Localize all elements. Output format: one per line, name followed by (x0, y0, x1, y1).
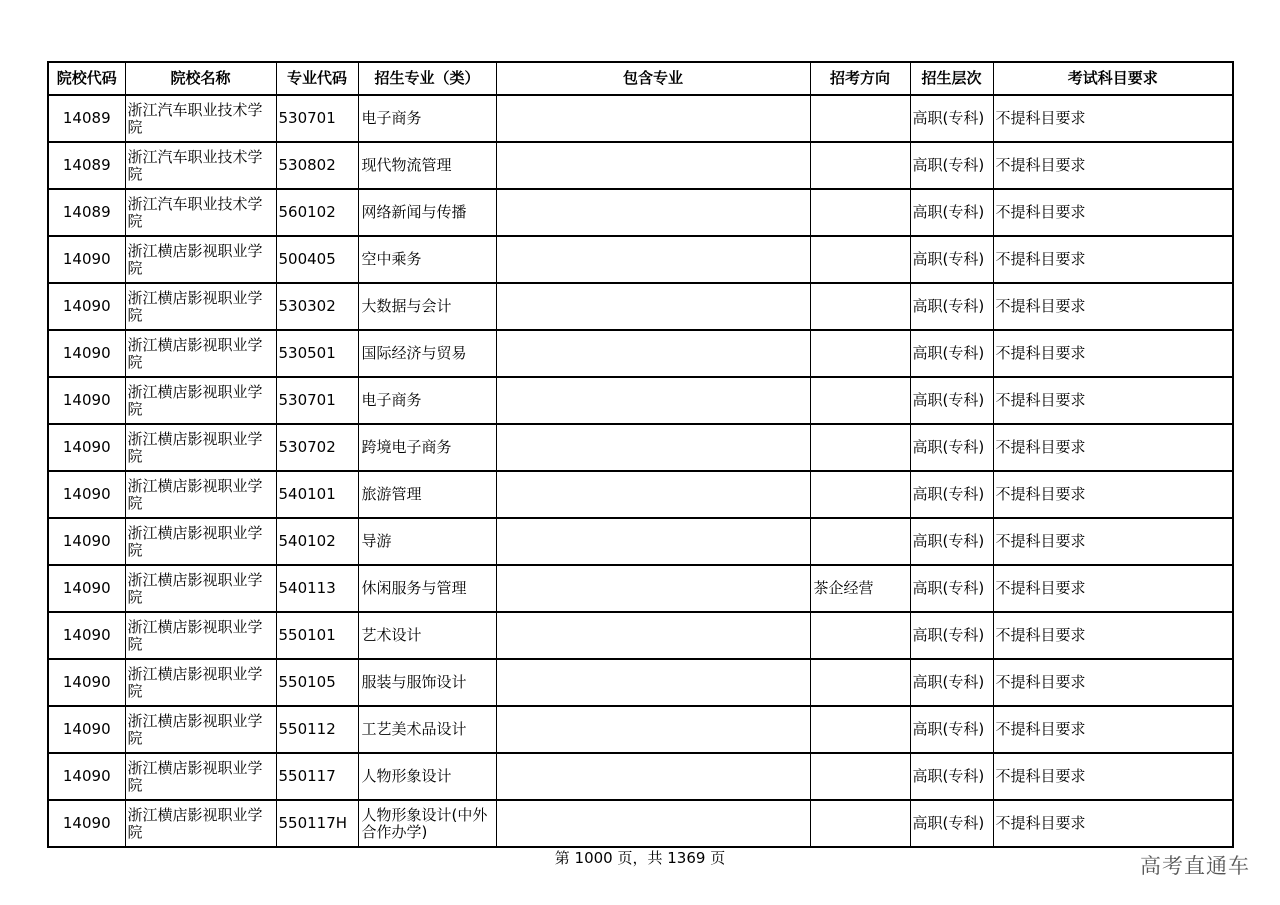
cell-included-majors (496, 565, 810, 612)
cell-major: 电子商务 (358, 377, 496, 424)
cell-level: 高职(专科) (910, 518, 993, 565)
cell-requirement: 不提科目要求 (993, 612, 1233, 659)
table-row (48, 189, 1233, 236)
cell-direction (810, 236, 910, 283)
cell-direction (810, 612, 910, 659)
cell-school-name: 浙江横店影视职业学院 (125, 283, 276, 330)
cell-major: 国际经济与贸易 (358, 330, 496, 377)
cell-major-code: 550105 (276, 659, 358, 706)
table-row (48, 753, 1233, 800)
cell-included-majors (496, 330, 810, 377)
table-header (48, 62, 1233, 95)
cell-major: 大数据与会计 (358, 283, 496, 330)
cell-included-majors (496, 142, 810, 189)
header-requirement: 考试科目要求 (993, 62, 1233, 95)
cell-school-name: 浙江横店影视职业学院 (125, 612, 276, 659)
cell-major: 导游 (358, 518, 496, 565)
cell-major-code: 530702 (276, 424, 358, 471)
cell-direction (810, 189, 910, 236)
table-row (48, 471, 1233, 518)
header-major-code: 专业代码 (276, 62, 358, 95)
cell-direction (810, 753, 910, 800)
table-row (48, 142, 1233, 189)
cell-school-code: 14090 (48, 377, 125, 424)
page-footer: 第 1000 页，共 1369 页 (554, 849, 726, 867)
cell-major: 艺术设计 (358, 612, 496, 659)
cell-requirement: 不提科目要求 (993, 471, 1233, 518)
cell-included-majors (496, 706, 810, 753)
cell-included-majors (496, 659, 810, 706)
cell-major: 休闲服务与管理 (358, 565, 496, 612)
cell-level: 高职(专科) (910, 236, 993, 283)
cell-major-code: 550112 (276, 706, 358, 753)
table-body (48, 95, 1233, 847)
cell-school-code: 14089 (48, 189, 125, 236)
cell-school-name: 浙江横店影视职业学院 (125, 706, 276, 753)
cell-level: 高职(专科) (910, 330, 993, 377)
cell-major-code: 550117H (276, 800, 358, 847)
cell-school-code: 14090 (48, 565, 125, 612)
cell-level: 高职(专科) (910, 753, 993, 800)
cell-school-name: 浙江横店影视职业学院 (125, 518, 276, 565)
cell-level: 高职(专科) (910, 377, 993, 424)
cell-level: 高职(专科) (910, 189, 993, 236)
cell-direction (810, 706, 910, 753)
cell-school-name: 浙江汽车职业技术学院 (125, 142, 276, 189)
table-row (48, 283, 1233, 330)
cell-level: 高职(专科) (910, 95, 993, 142)
cell-direction (810, 330, 910, 377)
cell-school-code: 14090 (48, 283, 125, 330)
cell-school-name: 浙江横店影视职业学院 (125, 471, 276, 518)
table-row (48, 706, 1233, 753)
cell-requirement: 不提科目要求 (993, 659, 1233, 706)
cell-school-name: 浙江汽车职业技术学院 (125, 95, 276, 142)
cell-school-name: 浙江横店影视职业学院 (125, 565, 276, 612)
cell-included-majors (496, 189, 810, 236)
cell-level: 高职(专科) (910, 800, 993, 847)
cell-level: 高职(专科) (910, 612, 993, 659)
cell-school-name: 浙江横店影视职业学院 (125, 330, 276, 377)
header-major: 招生专业（类） (358, 62, 496, 95)
cell-school-code: 14090 (48, 612, 125, 659)
cell-major: 网络新闻与传播 (358, 189, 496, 236)
cell-included-majors (496, 283, 810, 330)
cell-major-code: 530802 (276, 142, 358, 189)
cell-school-code: 14090 (48, 800, 125, 847)
cell-included-majors (496, 236, 810, 283)
cell-requirement: 不提科目要求 (993, 236, 1233, 283)
table-row (48, 95, 1233, 142)
table-row (48, 800, 1233, 847)
cell-requirement: 不提科目要求 (993, 424, 1233, 471)
cell-school-name: 浙江横店影视职业学院 (125, 753, 276, 800)
cell-level: 高职(专科) (910, 706, 993, 753)
cell-requirement: 不提科目要求 (993, 753, 1233, 800)
cell-included-majors (496, 424, 810, 471)
table-row (48, 236, 1233, 283)
cell-school-name: 浙江横店影视职业学院 (125, 236, 276, 283)
header-row (48, 62, 1233, 95)
cell-major-code: 550117 (276, 753, 358, 800)
cell-included-majors (496, 377, 810, 424)
cell-requirement: 不提科目要求 (993, 706, 1233, 753)
cell-major-code: 550101 (276, 612, 358, 659)
cell-direction (810, 142, 910, 189)
cell-school-name: 浙江横店影视职业学院 (125, 659, 276, 706)
header-included-majors: 包含专业 (496, 62, 810, 95)
table-row (48, 612, 1233, 659)
cell-level: 高职(专科) (910, 659, 993, 706)
table-row (48, 330, 1233, 377)
cell-level: 高职(专科) (910, 471, 993, 518)
table-row (48, 659, 1233, 706)
header-direction: 招考方向 (810, 62, 910, 95)
cell-school-code: 14090 (48, 753, 125, 800)
cell-school-code: 14090 (48, 518, 125, 565)
cell-school-code: 14089 (48, 95, 125, 142)
cell-direction (810, 283, 910, 330)
cell-major: 空中乘务 (358, 236, 496, 283)
cell-major: 电子商务 (358, 95, 496, 142)
cell-requirement: 不提科目要求 (993, 565, 1233, 612)
cell-requirement: 不提科目要求 (993, 518, 1233, 565)
header-school-code: 院校代码 (48, 62, 125, 95)
watermark-logo: 高考直通车 (1140, 854, 1250, 878)
cell-included-majors (496, 95, 810, 142)
header-school-name: 院校名称 (125, 62, 276, 95)
cell-major-code: 530302 (276, 283, 358, 330)
cell-school-code: 14090 (48, 236, 125, 283)
cell-major: 服装与服饰设计 (358, 659, 496, 706)
cell-major: 现代物流管理 (358, 142, 496, 189)
cell-major-code: 540101 (276, 471, 358, 518)
table-row (48, 377, 1233, 424)
table-row (48, 424, 1233, 471)
cell-requirement: 不提科目要求 (993, 283, 1233, 330)
cell-major-code: 540113 (276, 565, 358, 612)
cell-direction (810, 424, 910, 471)
cell-direction (810, 518, 910, 565)
cell-included-majors (496, 800, 810, 847)
cell-included-majors (496, 471, 810, 518)
cell-direction (810, 800, 910, 847)
cell-major: 人物形象设计 (358, 753, 496, 800)
table-row (48, 565, 1233, 612)
cell-level: 高职(专科) (910, 142, 993, 189)
cell-school-name: 浙江横店影视职业学院 (125, 424, 276, 471)
cell-school-code: 14090 (48, 330, 125, 377)
cell-major-code: 540102 (276, 518, 358, 565)
cell-requirement: 不提科目要求 (993, 95, 1233, 142)
cell-major-code: 530501 (276, 330, 358, 377)
cell-included-majors (496, 753, 810, 800)
cell-major-code: 530701 (276, 95, 358, 142)
cell-school-code: 14090 (48, 706, 125, 753)
cell-school-code: 14090 (48, 424, 125, 471)
cell-requirement: 不提科目要求 (993, 189, 1233, 236)
cell-requirement: 不提科目要求 (993, 330, 1233, 377)
cell-major: 人物形象设计(中外合作办学) (358, 800, 496, 847)
cell-requirement: 不提科目要求 (993, 800, 1233, 847)
cell-school-name: 浙江横店影视职业学院 (125, 800, 276, 847)
cell-major-code: 530701 (276, 377, 358, 424)
cell-requirement: 不提科目要求 (993, 377, 1233, 424)
cell-level: 高职(专科) (910, 283, 993, 330)
cell-direction (810, 659, 910, 706)
cell-school-name: 浙江横店影视职业学院 (125, 377, 276, 424)
cell-school-code: 14090 (48, 659, 125, 706)
cell-direction (810, 377, 910, 424)
cell-school-code: 14090 (48, 471, 125, 518)
cell-school-name: 浙江汽车职业技术学院 (125, 189, 276, 236)
cell-major-code: 500405 (276, 236, 358, 283)
cell-requirement: 不提科目要求 (993, 142, 1233, 189)
cell-direction (810, 471, 910, 518)
table-row (48, 518, 1233, 565)
cell-major: 旅游管理 (358, 471, 496, 518)
cell-school-code: 14089 (48, 142, 125, 189)
admissions-table (47, 61, 1234, 848)
cell-major-code: 560102 (276, 189, 358, 236)
cell-included-majors (496, 518, 810, 565)
header-level: 招生层次 (910, 62, 993, 95)
cell-major: 跨境电子商务 (358, 424, 496, 471)
cell-direction (810, 95, 910, 142)
cell-major: 工艺美术品设计 (358, 706, 496, 753)
cell-level: 高职(专科) (910, 424, 993, 471)
cell-level: 高职(专科) (910, 565, 993, 612)
cell-direction: 茶企经营 (810, 565, 910, 612)
cell-included-majors (496, 612, 810, 659)
